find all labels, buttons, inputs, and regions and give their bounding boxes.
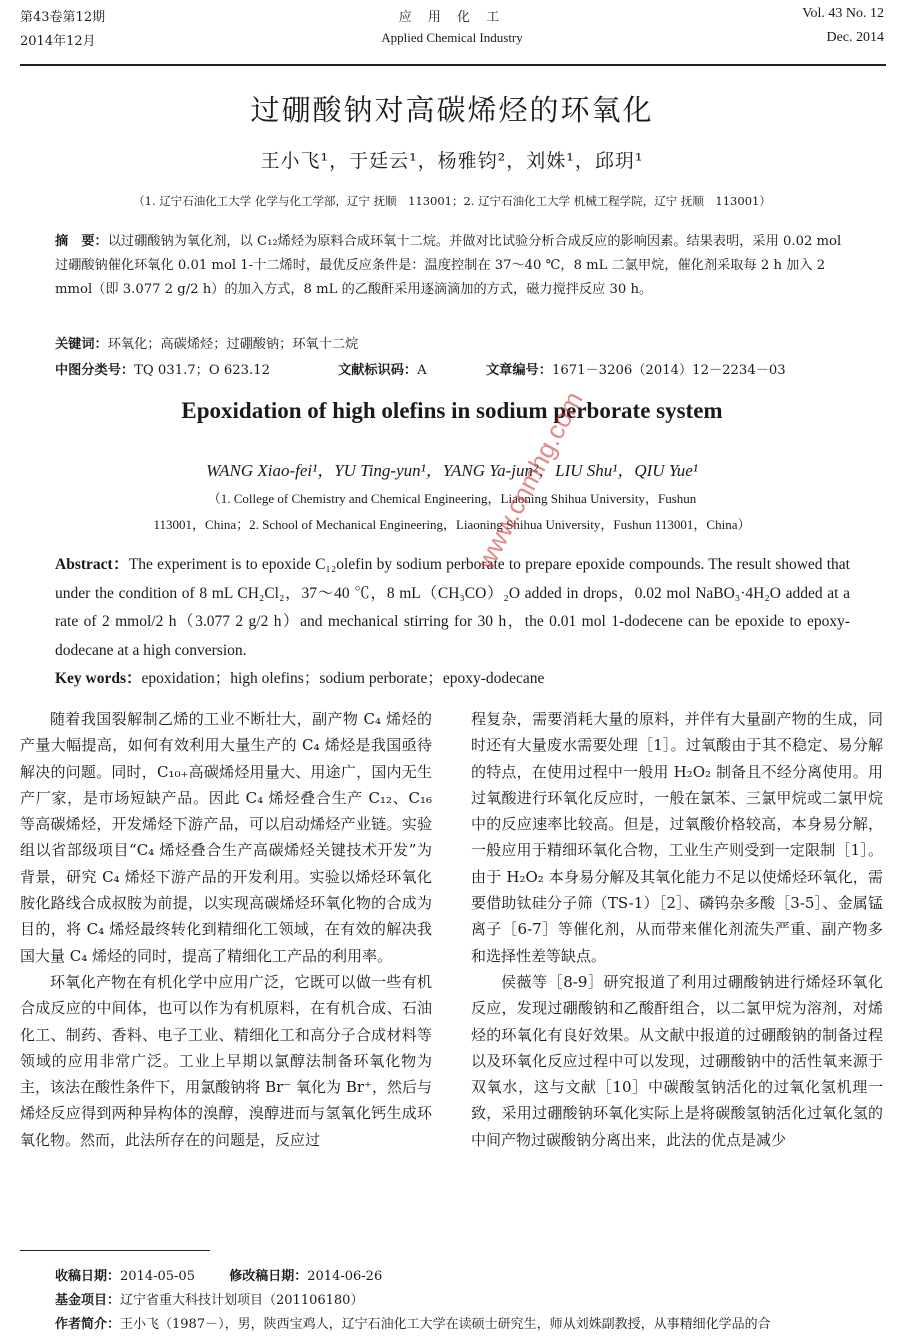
authors-en: WANG Xiao-fei¹，YU Ting-yun¹，YANG Ya-jun²，LIU Shu¹，QIU Yue¹ <box>206 461 698 480</box>
received-value: 2014-05-05 <box>120 1269 195 1284</box>
body-left-paragraph-1: 随着我国裂解制乙烯的工业不断壮大，副产物 C₄ 烯烃的产量大幅提高，如何有效利用大量生产的 C₄ 烯烃是我国亟待解决的问题。同时，C₁₀₊高碳烯烃用量大、用途广，国内无生产厂家，是市场短缺产品。因此 C₄ 烯烃叠合生产 C₁₂、C₁₆ 等高碳烯烃，开发烯烃下游产品，可以启动烯烃产业链。实验组以省部级项目“C₄ 烯烃叠合生产高碳烯烃关键技术开发”为背景，研究 C₄ 烯烃下游产品的开发利用。实验以烯烃环氧化胺化路线合成叔胺为前提，以实现高碳烯烃环氧化物的合成为目的，将 C₄ 烯烃最终转化到精细化工领域，在有效的解决我国大量 C₄ 烯烃的同时，提高了精细化工产品的利用率。 <box>20 710 432 965</box>
classification-doc <box>338 359 427 378</box>
article-no-value: 1671－3206（2014）12－2234－03 <box>551 363 786 378</box>
header-date-en: Dec. 2014 <box>826 30 884 45</box>
revised-label: 修改稿日期： <box>229 1269 308 1284</box>
header-journal-cn: 应 用 化 工 <box>398 10 506 25</box>
title-en: Epoxidation of high olefins in sodium perborate system <box>181 398 723 423</box>
authors-cn: 王小飞¹，于廷云¹，杨雅钧²，刘姝¹，邱玥¹ <box>260 150 644 172</box>
abstract-cn-label: 摘 要： <box>55 234 108 249</box>
abstract-en <box>55 551 850 694</box>
body-right-paragraph-1: 程复杂，需要消耗大量的原料，并伴有大量副产物的生成，同时还有大量废水需要处理［1］。过氧酸由于其不稳定、易分解的特点，在使用过程中一般用 H₂O₂ 制备且不经分离使用。用过氧酸进行环氧化反应时，一般在氯苯、三氯甲烷或二氯甲烷中的反应速率比较高。但是，过氧酸价格较高，本身易分解，一般应用于精细环氧化合物，工业生产则受到一定限制［1］。由于 H₂O₂ 本身易分解及其氧化能力不足以使烯烃环氧化，需要借助钛硅分子筛（TS-1）［2］、磷钨杂多酸［3-5］、金属锰离子［6-7］等催化剂，从而带来催化剂流失严重、副产物多和选择性差等缺点。 <box>471 710 883 965</box>
keywords-cn <box>55 333 855 357</box>
affiliations-cn: （1. 辽宁石油化工大学 化学与化工学部，辽宁 抚顺 113001；2. 辽宁石油化工大学 机械工程学院，辽宁 抚顺 113001） <box>133 194 771 208</box>
keywords-en-text: epoxidation；high olefins；sodium perborate；epoxy-dodecane <box>141 670 545 687</box>
article-no-label: 文章编号： <box>486 363 552 378</box>
classification-article <box>486 359 786 378</box>
header-volume-cn: 第43卷第12期 <box>20 10 106 25</box>
title-cn: 过硼酸钠对高碳烯烃的环氧化 <box>250 93 654 127</box>
header-date-cn: 2014年12月 <box>20 34 96 49</box>
affiliations-en-line1: （1. College of Chemistry and Chemical Engineering，Liaoning Shihua University，Fushun <box>207 491 697 506</box>
doc-code-value: A <box>417 363 427 378</box>
bio-label: 作者简介： <box>55 1317 121 1332</box>
body-left-paragraph-2: 环氧化产物在有机化学中应用广泛，它既可以做一些有机合成反应的中间体，也可以作为有机原料，在有机合成、石油化工、制药、香料、电子工业、精细化工和高分子合成材料等领域的应用非常广泛。工业上早期以氯醇法制备环氧化物为主，该法在酸性条件下，用氯酸钠将 Br⁻ 氧化为 Br⁺，然后与烯烃反应得到两种异构体的溴醇，溴醇进而与氢氧化钙生成环氧化物。然而，此法所存在的问题是，反应过 <box>20 972 432 1149</box>
clc-value: TQ 031.7；O 623.12 <box>134 363 271 378</box>
footnote-fund <box>55 1289 890 1312</box>
keywords-en-label: Key words： <box>55 670 142 687</box>
header-journal-en: Applied Chemical Industry <box>381 30 523 45</box>
body-left-column <box>20 706 432 1153</box>
clc-label: 中图分类号： <box>55 363 135 378</box>
footnote-dates <box>55 1265 890 1288</box>
abstract-en-label: Abstract： <box>55 556 129 573</box>
header-volume-en: Vol. 43 No. 12 <box>802 6 884 21</box>
abstract-cn <box>55 230 855 302</box>
keywords-cn-text: 环氧化；高碳烯烃；过硼酸钠；环氧十二烷 <box>107 337 359 352</box>
body-right-paragraph-2: 侯薇等［8-9］研究报道了利用过硼酸钠进行烯烃环氧化反应，发现过硼酸钠和乙酸酐组合，以二氯甲烷为溶剂，对烯烃的环氧化有良好效果。从文献中报道的过硼酸钠的制备过程以及环氧化反应过程中可以发现，过硼酸钠中的活性氧来源于双氧水，这与文献［10］中碳酸氢钠活化的过氧化氢机理一致，采用过硼酸钠环氧化实际上是将碳酸氢钠活化过氧化氢的中间产物过碳酸钠分离出来，此法的优点是减少 <box>471 972 883 1149</box>
footnote-rule <box>20 1250 210 1251</box>
abstract-en-text: The experiment is to epoxide C₁₂olefin by sodium perborate to prepare epoxide compounds. The result showed that under the condition of 8 mL CH₂Cl₂，37～40 ℃，8 mL（CH₃CO）₂O added in drops，0.02 mol NaBO₃·4H₂O added at a rate of 2 mmol/2 h（3.077 2 g/2 h）and mechanical stirring for 30 h，the 0.01 mol 1-dodecene can be epoxide to epoxy-dodecane at a high conversion. <box>55 556 850 659</box>
footnote-bio <box>55 1313 890 1336</box>
affiliations-en-line2: 113001，China；2. School of Mechanical Engineering，Liaoning Shihua University，Fushun 113001，China） <box>153 517 751 532</box>
body-right-column <box>471 706 883 1153</box>
keywords-cn-label: 关键词： <box>55 337 108 352</box>
classification-clc <box>55 359 270 378</box>
doc-code-label: 文献标识码： <box>338 363 418 378</box>
received-label: 收稿日期： <box>55 1269 121 1284</box>
fund-value: 辽宁省重大科技计划项目（201106180） <box>120 1293 364 1308</box>
abstract-cn-text: 以过硼酸钠为氧化剂，以 C₁₂烯烃为原料合成环氧十二烷。并做对比试验分析合成反应的影响因素。结果表明，采用 0.02 mol 过硼酸钠催化环氧化 0.01 mol 1-十二烯时，最优反应条件是：温度控制在 37～40 ℃，8 mL 二氯甲烷，催化剂采取每 2 h 加入 2 mmol（即 3.077 2 g/2 h）的加入方式，8 mL 的乙酸酐采用逐滴滴加的方式，磁力搅拌反应 30 h。 <box>55 234 842 297</box>
fund-label: 基金项目： <box>55 1293 121 1308</box>
revised-value: 2014-06-26 <box>307 1269 383 1284</box>
header-rule <box>20 64 886 66</box>
bio-value: 王小飞（1987－），男，陕西宝鸡人，辽宁石油化工大学在读硕士研究生，师从刘姝副教授，从事精细化学品的合 <box>120 1317 771 1332</box>
watermark-text: www.cnmhg.com <box>470 386 589 575</box>
